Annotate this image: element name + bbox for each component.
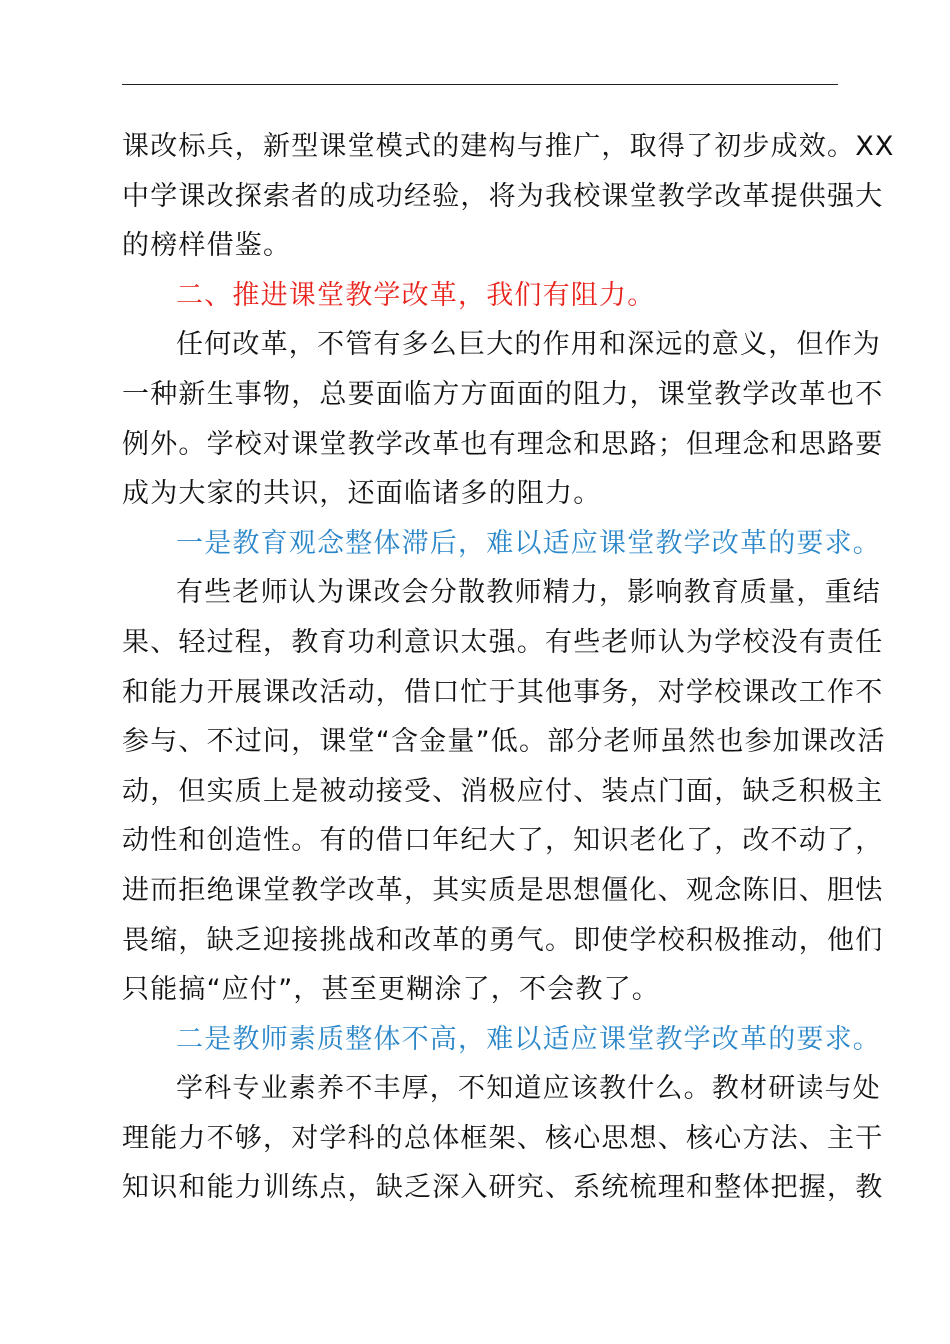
paragraph-1 [122, 122, 895, 271]
text-line: 和能力开展课改活动，借口忙于其他事务，对学校课改工作不 [122, 676, 884, 708]
subheading-2 [122, 1015, 881, 1065]
heading-text: 一是教育观念整体滞后，难以适应课堂教学改革的要求。 [176, 527, 881, 559]
text-line: 畏缩，缺乏迎接挑战和改革的勇气。即使学校积极推动，他们 [122, 924, 884, 956]
subheading-1 [122, 519, 881, 569]
text-line: 有些老师认为课改会分散教师精力，影响教育质量，重结 [176, 577, 881, 609]
text-line: 成为大家的共识，还面临诸多的阻力。 [122, 478, 602, 510]
paragraph-4 [122, 1064, 884, 1213]
text-line: 课改标兵，新型课堂模式的建构与推广，取得了初步成效。XX [122, 131, 895, 162]
text-line: 果、轻过程，教育功利意识太强。有些老师认为学校没有责任 [122, 626, 884, 658]
text-line: 只能搞“应付”，甚至更糊涂了，不会教了。 [122, 974, 660, 1006]
paragraph-2 [122, 320, 884, 518]
text-line: 进而拒绝课堂教学改革，其实质是思想僵化、观念陈旧、胆怯 [122, 874, 884, 906]
header-rule [122, 84, 838, 85]
heading-text: 二、推进课堂教学改革，我们有阻力。 [176, 279, 656, 311]
text-line: 例外。学校对课堂教学改革也有理念和思路；但理念和思路要 [122, 428, 884, 460]
section-heading-2 [122, 271, 838, 321]
text-line: 知识和能力训练点，缺乏深入研究、系统梳理和整体把握，教 [122, 1172, 884, 1204]
text-line: 学科专业素养不丰厚，不知道应该教什么。教材研读与处 [176, 1073, 881, 1105]
heading-text: 二是教师素质整体不高，难以适应课堂教学改革的要求。 [176, 1023, 881, 1055]
text-line: 中学课改探索者的成功经验，将为我校课堂教学改革提供强大 [122, 180, 884, 212]
text-line: 的榜样借鉴。 [122, 230, 292, 262]
paragraph-3 [122, 568, 886, 1014]
document-body [122, 122, 895, 1213]
text-line: 动性和创造性。有的借口年纪大了，知识老化了，改不动了， [122, 825, 884, 857]
text-line: 任何改革，不管有多么巨大的作用和深远的意义，但作为 [176, 329, 881, 361]
text-line: 参与、不过问，课堂“含金量”低。部分老师虽然也参加课改活 [122, 726, 886, 758]
text-line: 动，但实质上是被动接受、消极应付、装点门面，缺乏积极主 [122, 775, 884, 807]
text-line: 一种新生事物，总要面临方方面面的阻力，课堂教学改革也不 [122, 378, 884, 410]
text-line: 理能力不够，对学科的总体框架、核心思想、核心方法、主干 [122, 1122, 884, 1154]
